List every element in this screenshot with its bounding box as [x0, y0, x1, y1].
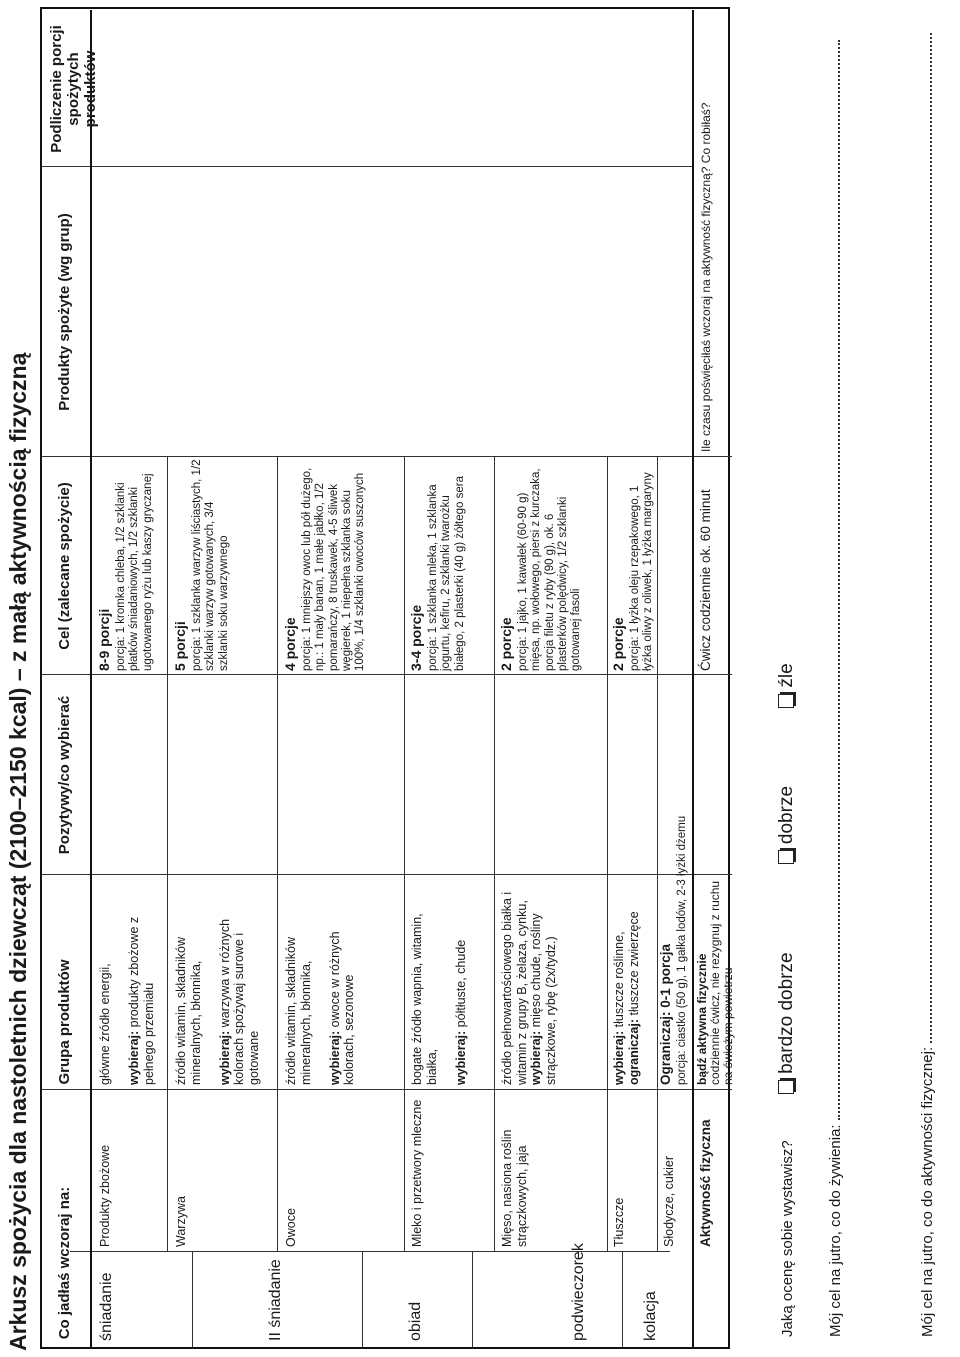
- col-line: [42, 874, 732, 875]
- header-eaten: Produkty spożyte (wg grup): [56, 213, 73, 411]
- checkbox-icon: [778, 1080, 794, 1094]
- positive-fats: wybieraj: tłuszcze roślinne, ograniczaj: tłuszcze zwierzęce: [612, 911, 641, 1085]
- meal-breakfast: śniadanie: [98, 1272, 115, 1341]
- rating-question: Jaką ocenę sobie wystawisz?: [779, 1140, 796, 1337]
- rating-option-good[interactable]: dobrze: [779, 786, 796, 864]
- row-line: [472, 1252, 473, 1347]
- row-line: [404, 457, 405, 1252]
- limit-sweets: Ograniczaj: 0-1 porcja porcja: ciastko (50 g), 1 gałka lodów, 2-3 łyżki dżemu: [658, 815, 688, 1085]
- goal-nutrition-label: Mój cel na jutro, co do żywienia:: [827, 1124, 844, 1337]
- goal-activity-row: [918, 33, 936, 1337]
- goal-fats: 2 porcje porcja: 1 łyżka oleju rzepakowego, 1 łyżka oliwy z oliwek, 1 łyżka margaryny: [610, 472, 655, 671]
- goal-fruit: 4 porcje porcja: 1 mniejszy owoc lub pół dużego, np.: 1 mały banan, 1 małe jabłko, 1/2 pomarańczy, 8 truskawek, 4-5 śliwek węgierek, 1 niepełna szklanka soku 100%, 1/4 szklanki owoców suszonych: [282, 467, 367, 671]
- goal-nutrition-row: [826, 40, 844, 1337]
- rating-option-bad[interactable]: źle: [779, 663, 796, 707]
- rating-row: [776, 663, 798, 1337]
- meal-afternoon-snack: podwieczorek: [570, 1243, 587, 1341]
- group-dairy: Mleko i przetwory mleczne: [410, 1099, 424, 1247]
- row-line: [362, 1252, 363, 1347]
- row-line: [494, 457, 495, 1252]
- group-vegetables: Warzywa: [174, 1196, 188, 1247]
- row-line: [277, 457, 278, 1252]
- positive-cereals: główne źródło energii, wybieraj: produkty zbożowe z pełnego przemiału: [98, 916, 156, 1085]
- positive-dairy: bogate źródło wapnia, witamin, białka, wybieraj: półtłuste, chude: [410, 913, 468, 1085]
- page-title: Arkusz spożycia dla nastoletnich dziewcząt (2100–2150 kcal) – z małą aktywnością fizyczną: [5, 352, 31, 1351]
- goal-nutrition-field[interactable]: [826, 40, 840, 1120]
- group-fats: Tłuszcze: [612, 1197, 626, 1247]
- activity-positive: bądź aktywna fizycznie codziennie ćwicz, nie rezygnuj z ruchu na świeżym powietrzu: [695, 880, 735, 1085]
- meal-lunch: obiad: [407, 1301, 424, 1341]
- col-line: [42, 674, 732, 675]
- row-line: [192, 1252, 193, 1347]
- header-meal: Co jadłaś wczoraj na:: [56, 1186, 73, 1340]
- group-sweets: Słodycze, cukier: [662, 1155, 676, 1247]
- checkbox-icon: [778, 850, 794, 864]
- row-line: [657, 457, 658, 1252]
- goal-meat: 2 porcje porcja: 1 jajko, 1 kawałek (60-90 g) mięsa, np. wołowego, piersi z kurczaka, porcja filetu z ryby (90 g), ok. 6 plasterków polędwicy, 1/2 szklanki gotowanej fasoli: [498, 468, 583, 671]
- intake-table: [40, 7, 735, 1349]
- goal-cereals: 8-9 porcji porcja: 1 kromka chleba, 1/2 szklanki płatków śniadaniowych, 1/2 szklanki ugotowanego ryżu lub kaszy gryczanej: [96, 473, 154, 671]
- meal-dinner: kolacja: [642, 1291, 659, 1341]
- header-goal: Cel (zalecane spożycie): [56, 482, 73, 650]
- header-group: Grupa produktów: [56, 959, 73, 1085]
- col-line: [42, 166, 692, 167]
- positive-vegetables: źródło witamin, składników mineralnych, błonnika, wybieraj: warzywa w różnych kolorach spożywaj surowe i gotowane: [174, 918, 261, 1085]
- row-line: [607, 457, 608, 1252]
- header-positive: Pozytywy/co wybierać: [56, 695, 73, 855]
- activity-question: Ile czasu poświęciłaś wczoraj na aktywność fizyczną? Co robiłaś?: [699, 102, 713, 452]
- rating-option-very-good[interactable]: bardzo dobrze: [779, 952, 796, 1093]
- activity-line: [692, 10, 694, 1347]
- col-line: [42, 456, 732, 457]
- checkbox-icon: [778, 694, 794, 708]
- header-line: [90, 10, 92, 1347]
- group-cereals: Produkty zbożowe: [98, 1144, 112, 1247]
- goal-dairy: 3-4 porcje porcja: 1 szklanka mleka, 1 szklanka jogurtu, kefiru, 2 szklanki twarożku białego, 2 plasterki (40 g) żółtego sera: [408, 476, 466, 671]
- group-meat: Mięso, nasiona roślin strączkowych, jaja: [500, 1129, 529, 1247]
- positive-fruit: źródło witamin, składników mineralnych, błonnika, wybieraj: owoce w różnych kolorach, sezonowe: [284, 931, 356, 1085]
- positive-meat: źródło pełnowartościowego białka i witamin z grupy B, żelaza, cynku, wybieraj: mięso chude, rośliny strączkowe, rybę (2x/tydz.): [500, 891, 558, 1085]
- goal-activity-label: Mój cel na jutro, co do aktywności fizycznej:: [919, 1046, 936, 1337]
- goal-activity-field[interactable]: [918, 33, 932, 1043]
- row-line: [167, 457, 168, 1252]
- row-line: [622, 1252, 623, 1347]
- header-summary: Podliczenie porcji spożytych produktów: [48, 25, 99, 153]
- activity-goal: Ćwicz codziennie ok. 60 minut: [698, 489, 713, 671]
- goal-vegetables: 5 porcji porcja: 1 szklanka warzyw liściastych, 1/2 szklanki warzyw gotowanych, 3/4 szklanki soku warzywnego: [172, 459, 230, 671]
- group-fruit: Owoce: [284, 1208, 298, 1247]
- activity-label: Aktywność fizyczna: [698, 1119, 713, 1247]
- col-line: [42, 1089, 732, 1090]
- meal-second-breakfast: II śniadanie: [267, 1259, 284, 1341]
